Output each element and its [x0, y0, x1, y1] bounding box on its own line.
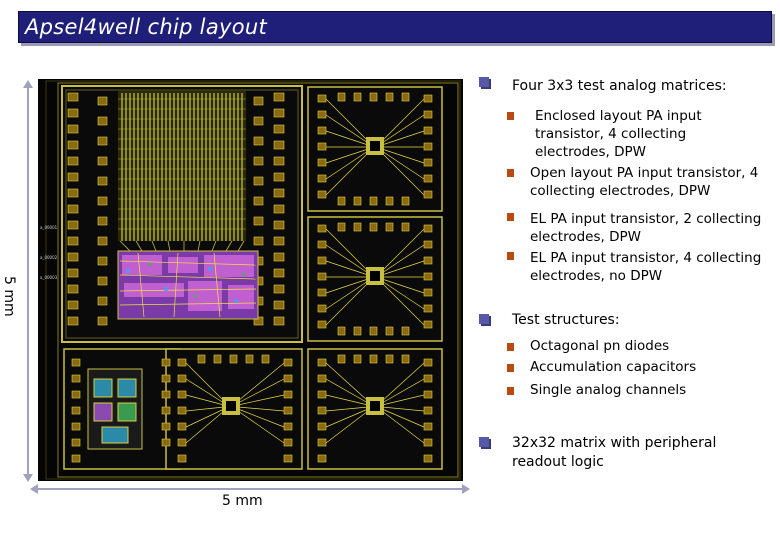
svg-text:a_00003: a_00003 — [40, 275, 58, 280]
horizontal-dimension-label: 5 mm — [222, 493, 263, 509]
matrices-heading: Four 3x3 test analog matrices: — [512, 78, 727, 94]
svg-text:a_00002: a_00002 — [40, 255, 58, 260]
sub-bullet-icon — [507, 364, 514, 372]
test-structure-item-2: Accumulation capacitors — [530, 359, 697, 375]
test-structure-item-3: Single analog channels — [530, 382, 687, 398]
matrix32-heading: 32x32 matrix with peripheral readout logic — [512, 435, 717, 470]
sub-bullet-icon — [507, 112, 514, 120]
vertical-dimension-text: 5 mm — [1, 276, 17, 317]
matrix-item-2: Open layout PA input transistor, 4 collecting electrodes, DPW — [530, 165, 759, 199]
test-structures-heading: Test structures: — [512, 312, 620, 328]
matrix-item-4: EL PA input transistor, 4 collecting electrodes, no DPW — [530, 250, 762, 284]
vertical-dimension-arrow — [22, 80, 34, 482]
matrix-item-1: Enclosed layout PA input transistor, 4 collecting electrodes, DPW — [535, 108, 702, 160]
sub-bullet-icon — [507, 169, 514, 177]
sub-bullet-icon — [507, 343, 514, 351]
slide-title: Apsel4well chip layout — [25, 15, 268, 39]
sub-bullet-icon — [507, 252, 514, 260]
bullet-square-icon — [479, 437, 489, 447]
sub-bullet-icon — [507, 387, 514, 395]
chip-layout-image — [38, 79, 463, 481]
main-matrix-block — [62, 86, 302, 342]
bullet-square-icon — [479, 314, 489, 324]
bullet-square-icon — [479, 77, 489, 87]
matrix-item-3: EL PA input transistor, 2 collecting electrodes, DPW — [530, 211, 762, 245]
sub-bullet-icon — [507, 213, 514, 221]
test-structure-item-1: Octagonal pn diodes — [530, 338, 670, 354]
svg-text:a_00001: a_00001 — [40, 225, 58, 230]
vertical-dimension-label — [3, 276, 17, 316]
title-bar — [18, 11, 772, 43]
